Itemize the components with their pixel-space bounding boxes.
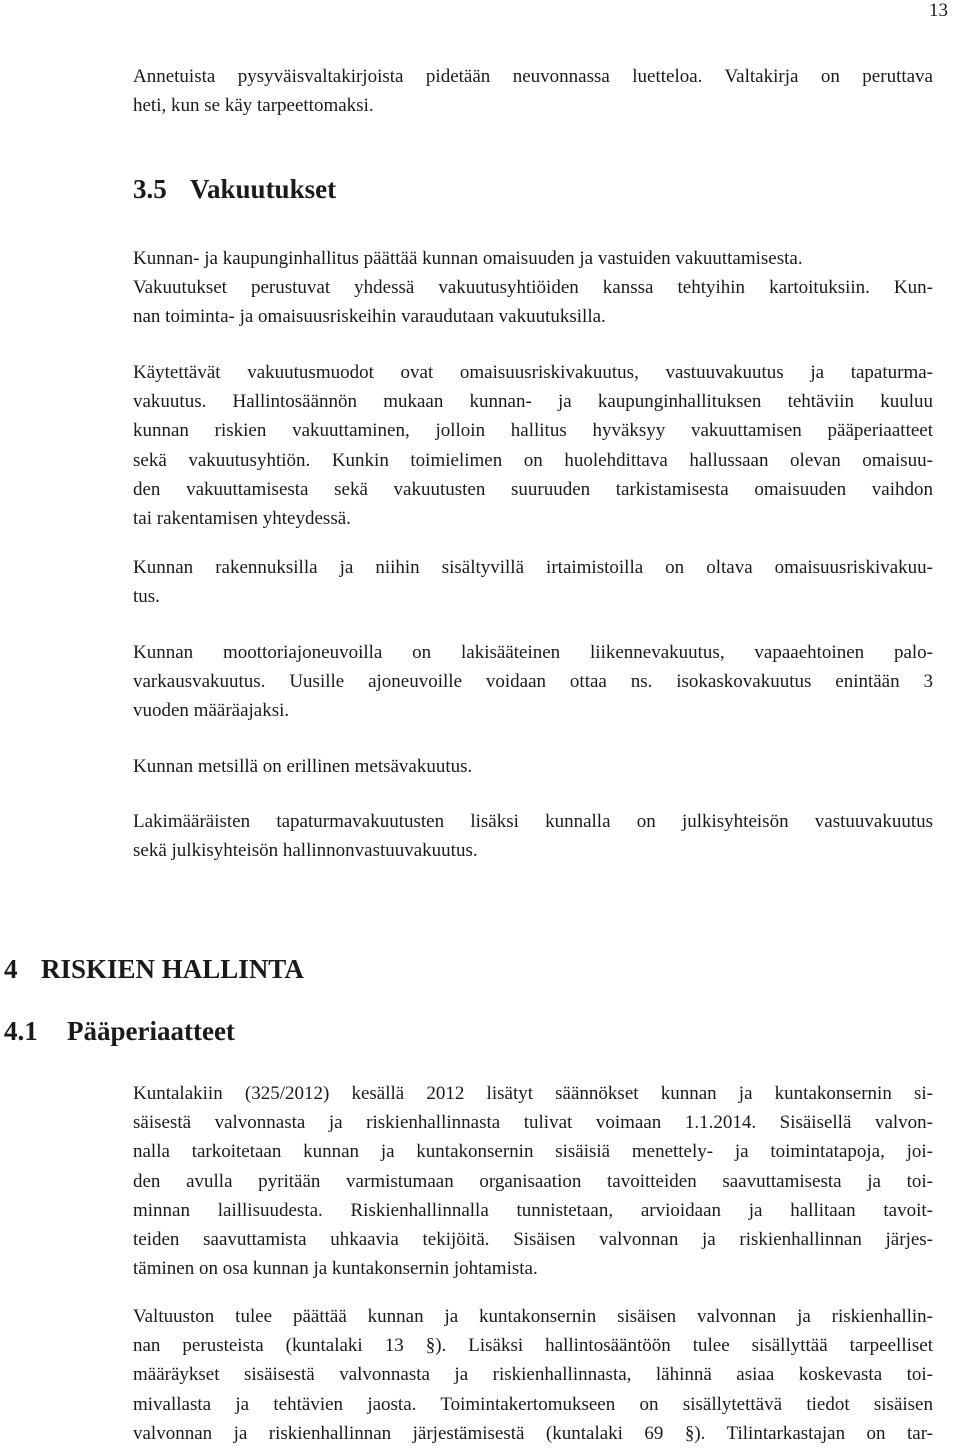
section-heading-4-1 (4, 1015, 235, 1047)
chapter-heading-4 (4, 953, 304, 985)
section-title: Vakuutukset (190, 174, 337, 204)
text-line: nan toiminta- ja omaisuusriskeihin varaudutaan vakuutuksilla. (133, 306, 606, 328)
text-line: Käytettävät vakuutusmuodot ovat omaisuusriskivakuutus, vastuuvakuutus ja tapaturma- (133, 362, 933, 383)
paragraph (133, 244, 933, 332)
text-line: varkausvakuutus. Uusille ajoneuvoille voidaan ottaa ns. isokaskovakuutus enintään 3 (133, 671, 933, 693)
text-line: Kunnan- ja kaupunginhallitus päättää kunnan omaisuuden ja vastuiden vakuuttamisesta. (133, 248, 803, 269)
text-line: Kunnan metsillä on erillinen metsävakuutus. (133, 756, 473, 777)
text-line: valvonnan ja riskienhallinnan järjestämisestä (kuntalaki 69 §). Tilintarkastajan on tar- (133, 1422, 933, 1444)
text-line: den vakuuttamisesta sekä vakuutusten suuruuden tarkistamisesta omaisuuden vaihdon (133, 478, 933, 500)
text-line: mivallasta ja tehtävien jaosta. Toimintakertomukseen on sisällytettävä tiedot sisäisen (133, 1393, 933, 1415)
section-number: 4.1 (4, 1016, 38, 1046)
intro-paragraph (133, 62, 933, 120)
text-line: heti, kun se käy tarpeettomaksi. (133, 95, 374, 117)
paragraph (133, 807, 933, 865)
text-line: minnan laillisuudesta. Riskienhallinnalla tunnistetaan, arvioidaan ja hallitaan tavoit- (133, 1199, 933, 1221)
text-line: Kunnan moottoriajoneuvoilla on lakisääteinen liikennevakuutus, vapaaehtoinen palo- (133, 642, 933, 663)
text-line: Lakimääräisten tapaturmavakuutusten lisäksi kunnalla on julkisyhteisön vastuuvakuutus (133, 811, 933, 832)
page-number: 13 (929, 0, 948, 21)
text-line: Valtuuston tulee päättää kunnan ja kuntakonsernin sisäisen valvonnan ja riskienhallin- (133, 1306, 933, 1327)
section-number: 3.5 (133, 174, 167, 204)
text-line: den avulla pyritään varmistumaan organisaation tavoitteiden saavuttamisesta ja toi- (133, 1170, 933, 1192)
paragraph (133, 638, 933, 726)
chapter-number: 4 (4, 954, 18, 984)
text-line: Vakuutukset perustuvat yhdessä vakuutusyhtiöiden kanssa tehtyihin kartoituksiin. Kun- (133, 277, 933, 299)
paragraph (133, 752, 933, 781)
text-line: vuoden määräajaksi. (133, 700, 290, 722)
text-line: Annetuista pysyväisvaltakirjoista pidetään neuvonnassa luetteloa. Valtakirja on peruttava (133, 66, 933, 87)
text-line: tus. (133, 586, 160, 608)
text-line: tai rakentamisen yhteydessä. (133, 508, 351, 530)
text-line: täminen on osa kunnan ja kuntakonsernin johtamista. (133, 1258, 538, 1280)
text-line: teiden saavuttamista uhkaavia tekijöitä. Sisäisen valvonnan ja riskienhallinnan järjes- (133, 1229, 933, 1251)
paragraph (133, 553, 933, 611)
text-line: nalla tarkoitetaan kunnan ja kuntakonsernin sisäisiä menettely- ja toimintatapoja, joi- (133, 1141, 933, 1163)
text-line: sekä julkisyhteisön hallinnonvastuuvakuutus. (133, 840, 478, 862)
text-line: säisestä valvonnasta ja riskienhallinnasta tulivat voimaan 1.1.2014. Sisäisellä valvon- (133, 1112, 933, 1134)
section-title: Pääperiaatteet (67, 1016, 235, 1046)
text-line: määräykset sisäisestä valvonnasta ja riskienhallinnasta, lähinnä asiaa koskevasta toi- (133, 1364, 933, 1386)
section-heading-3-5 (133, 173, 336, 205)
paragraph (133, 358, 933, 533)
text-line: nan perusteista (kuntalaki 13 §). Lisäksi hallintosääntöön tulee sisällyttää tarpeelliset (133, 1335, 933, 1357)
text-line: Kuntalakiin (325/2012) kesällä 2012 lisätyt säännökset kunnan ja kuntakonsernin si- (133, 1083, 933, 1104)
text-line: sekä vakuutusyhtiön. Kunkin toimielimen on huolehdittava hallussaan olevan omaisuu- (133, 449, 933, 471)
paragraph (133, 1302, 933, 1448)
text-line: kunnan riskien vakuuttaminen, jolloin hallitus hyväksyy vakuuttamisen pääperiaatteet (133, 420, 933, 442)
text-line: Kunnan rakennuksilla ja niihin sisältyvillä irtaimistoilla on oltava omaisuusriskivakuu- (133, 557, 933, 578)
chapter-title: RISKIEN HALLINTA (41, 954, 304, 984)
paragraph (133, 1079, 933, 1283)
text-line: vakuutus. Hallintosäännön mukaan kunnan- ja kaupunginhallituksen tehtäviin kuuluu (133, 391, 933, 413)
